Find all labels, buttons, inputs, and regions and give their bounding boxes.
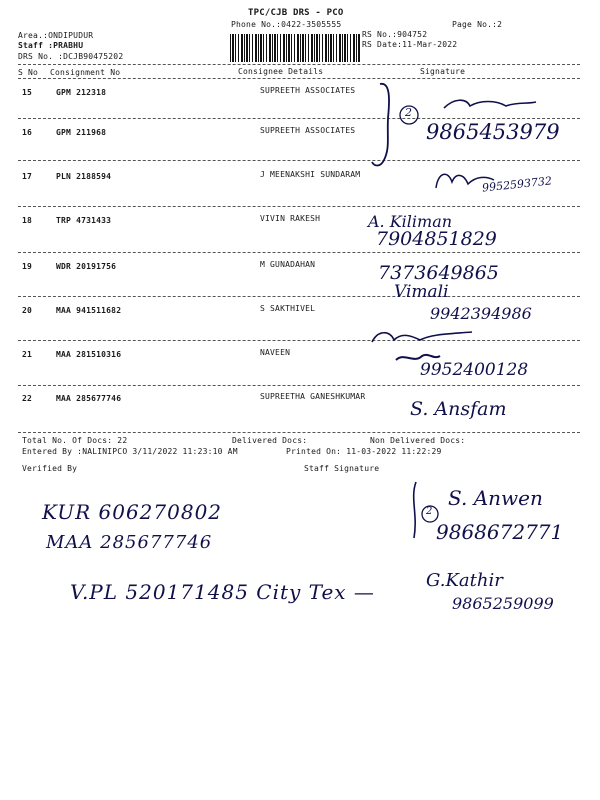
row-divider — [18, 118, 580, 119]
row-consignee: VIVIN RAKESH — [260, 214, 321, 223]
printed-on: Printed On: 11-03-2022 11:22:29 — [286, 447, 442, 456]
area-label: Area.:ONDIPUDUR — [18, 31, 94, 40]
row-divider — [18, 160, 580, 161]
row-divider — [18, 252, 580, 253]
staff-label: Staff :PRABHU — [18, 41, 84, 50]
row-sno: 15 — [22, 88, 33, 97]
bracket-scribble — [360, 78, 420, 188]
row-sno: 21 — [22, 350, 33, 359]
signature-scribble — [368, 326, 478, 350]
row-consignment: PLN 2188594 — [56, 172, 112, 181]
phone-number: Phone No.:0422-3505555 — [231, 20, 342, 29]
page-number: Page No.:2 — [452, 20, 503, 29]
handwritten-phone: 9952400128 — [420, 360, 529, 380]
col-signature: Signature — [420, 67, 466, 76]
rs-date: RS Date:11-Mar-2022 — [362, 40, 458, 49]
row-consignment: MAA 281510316 — [56, 350, 122, 359]
row-sno: 20 — [22, 306, 33, 315]
row-consignment: TRP 4731433 — [56, 216, 112, 225]
rs-number: RS No.:904752 — [362, 30, 428, 39]
row-consignee: SUPREETH ASSOCIATES — [260, 126, 356, 135]
row-consignee: S SAKTHIVEL — [260, 304, 316, 313]
non-delivered-docs: Non Delivered Docs: — [370, 436, 466, 445]
handwritten-name: S. Anwen — [448, 486, 543, 510]
verified-by: Verified By — [22, 464, 78, 473]
row-sno: 19 — [22, 262, 33, 271]
row-consignment: GPM 212318 — [56, 88, 107, 97]
row-sno: 17 — [22, 172, 33, 181]
signature-scribble — [440, 96, 540, 116]
barcode — [230, 34, 360, 62]
row-divider — [18, 340, 580, 341]
entered-by: Entered By :NALINIPCO 3/11/2022 11:23:10 AM — [22, 447, 238, 456]
handwritten-phone: 9942394986 — [430, 304, 532, 323]
row-consignment: MAA 941511682 — [56, 306, 122, 315]
handwritten-name: A. Kiliman — [368, 212, 453, 231]
staff-signature: Staff Signature — [304, 464, 380, 473]
header-rule-top — [18, 64, 580, 65]
header-rule-bottom — [18, 78, 580, 79]
delivered-docs: Delivered Docs: — [232, 436, 308, 445]
handwritten-note: KUR 606270802 — [42, 500, 223, 524]
row-divider — [18, 385, 580, 386]
row-consignee: NAVEEN — [260, 348, 291, 357]
footer-rule — [18, 432, 580, 433]
row-consignee: SUPREETHA GANESHKUMAR — [260, 392, 366, 401]
total-docs: Total No. Of Docs: 22 — [22, 436, 128, 445]
row-sno: 22 — [22, 394, 33, 403]
handwritten-name: S. Ansfam — [410, 398, 507, 420]
row-consignee: M GUNADAHAN — [260, 260, 316, 269]
col-consignment: Consignment No — [50, 68, 121, 77]
circle-number: 2 — [405, 106, 412, 119]
row-sno: 16 — [22, 128, 33, 137]
row-consignment: MAA 285677746 — [56, 394, 122, 403]
row-sno: 18 — [22, 216, 33, 225]
handwritten-phone: 9865259099 — [452, 594, 554, 613]
handwritten-note: V.PL 520171485 City Tex — — [70, 580, 375, 604]
drs-number: DRS No. :DCJB90475202 — [18, 52, 124, 61]
row-divider — [18, 296, 580, 297]
col-sno: S No — [18, 68, 39, 77]
col-consignee: Consignee Details — [238, 67, 324, 76]
handwritten-note: MAA 285677746 — [46, 532, 213, 553]
row-consignment: WDR 20191756 — [56, 262, 117, 271]
handwritten-phone: 7373649865 — [378, 262, 499, 284]
handwritten-phone: 9868672771 — [436, 520, 564, 544]
handwritten-name: Vimali — [394, 282, 449, 302]
row-consignee: SUPREETH ASSOCIATES — [260, 86, 356, 95]
circle-number: 2 — [426, 506, 433, 517]
document-title: TPC/CJB DRS - PCO — [248, 8, 344, 18]
row-divider — [18, 206, 580, 207]
row-consignee: J MEENAKSHI SUNDARAM — [260, 170, 361, 179]
handwritten-phone: 7904851829 — [376, 228, 497, 250]
handwritten-phone: 9952593732 — [481, 174, 553, 195]
row-consignment: GPM 211968 — [56, 128, 107, 137]
handwritten-name: G.Kathir — [426, 570, 503, 591]
handwritten-phone: 9865453979 — [426, 120, 560, 144]
